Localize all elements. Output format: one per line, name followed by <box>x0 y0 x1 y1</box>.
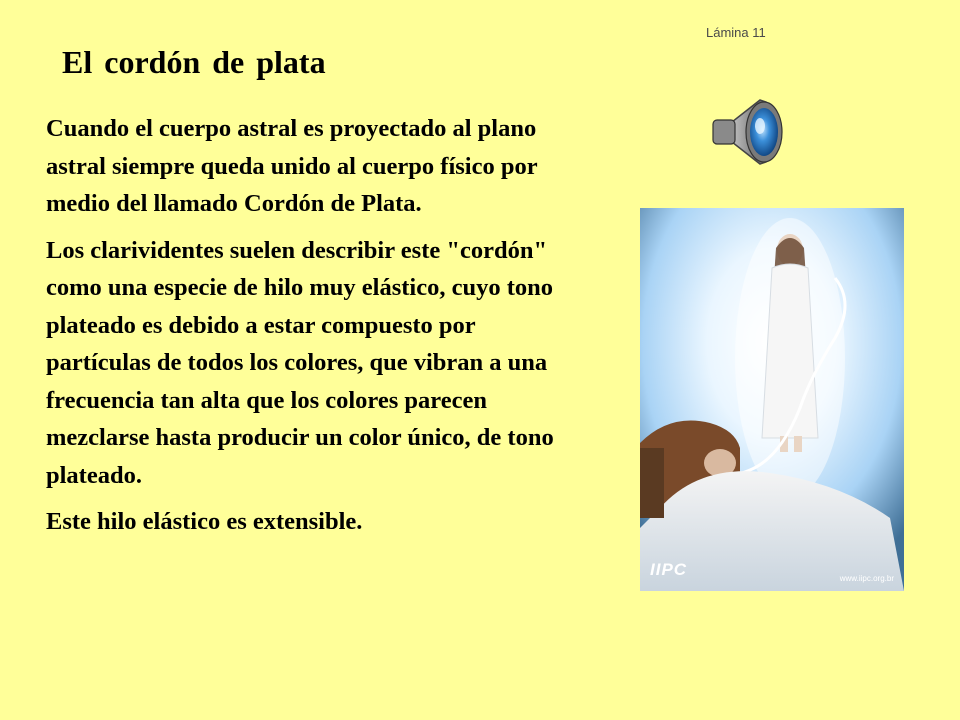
photo-logo: IIPC <box>650 560 688 579</box>
paragraph-3: Este hilo elástico es extensible. <box>46 508 363 535</box>
slide-number: Lámina 11 <box>706 25 766 40</box>
astral-projection-photo <box>640 208 904 591</box>
paragraph-2: Los clarividentes suelen describir este "cordón" como una especie de hilo muy elástico, cuyo tono plateado es debido a estar compuesto por partículas de todos los colores, que vibran a una frecuencia tan alta que los colores parecen mezclarse hasta producir un color único, de tono plateado. <box>46 236 554 489</box>
paragraph-1: Cuando el cuerpo astral es proyectado al plano astral siempre queda unido al cuerpo físico por medio del llamado Cordón de Plata. <box>46 115 538 217</box>
photo-url: www.iipc.org.br <box>839 574 894 583</box>
speaker-icon[interactable] <box>708 96 788 168</box>
slide-title: El cordón de plata <box>62 44 326 80</box>
slide-body <box>46 110 586 550</box>
